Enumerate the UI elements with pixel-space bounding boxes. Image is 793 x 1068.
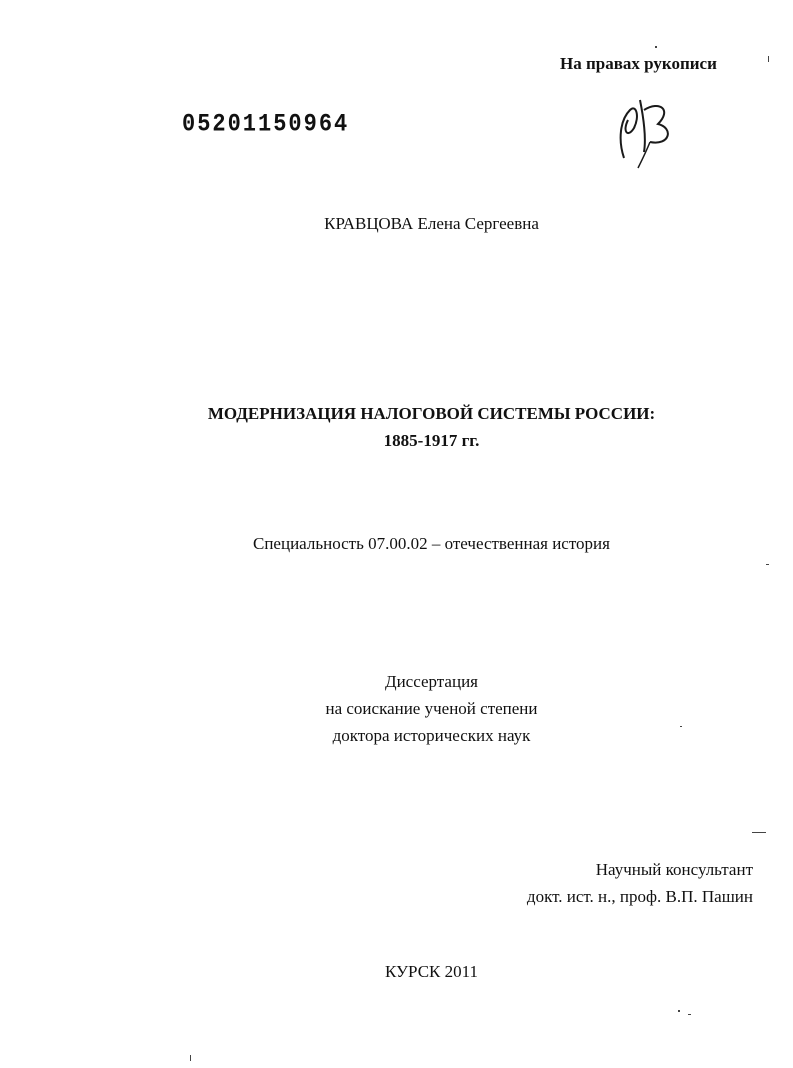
scan-speck — [768, 56, 769, 62]
rights-note: На правах рукописи — [560, 54, 717, 73]
scan-speck — [752, 832, 766, 833]
title-line-2: 1885-1917 гг. — [383, 431, 480, 450]
degree-line-3: доктора исторических наук — [332, 726, 531, 745]
consultant-name: докт. ист. н., проф. В.П. Пашин — [526, 887, 753, 906]
degree-statement — [0, 668, 793, 749]
scan-speck — [688, 1014, 691, 1015]
scientific-consultant — [527, 856, 753, 910]
scan-speck — [680, 726, 682, 727]
author-name: КРАВЦОВА Елена Сергеевна — [324, 214, 539, 233]
specialty: Специальность 07.00.02 – отечественная история — [253, 534, 610, 553]
title-line-1: МОДЕРНИЗАЦИЯ НАЛОГОВОЙ СИСТЕМЫ РОССИИ: — [207, 404, 656, 423]
degree-line-1: Диссертация — [384, 672, 478, 691]
document-number: 05201150964 — [182, 110, 350, 139]
city-year: КУРСК 2011 — [385, 962, 478, 981]
scan-speck — [766, 564, 769, 565]
dissertation-title — [0, 400, 793, 454]
handwritten-signature — [610, 80, 690, 170]
degree-line-2: на соискание ученой степени — [325, 699, 538, 718]
consultant-label: Научный консультант — [595, 860, 753, 879]
scan-speck — [655, 46, 657, 48]
scan-speck — [678, 1010, 680, 1012]
scan-speck — [190, 1055, 191, 1061]
